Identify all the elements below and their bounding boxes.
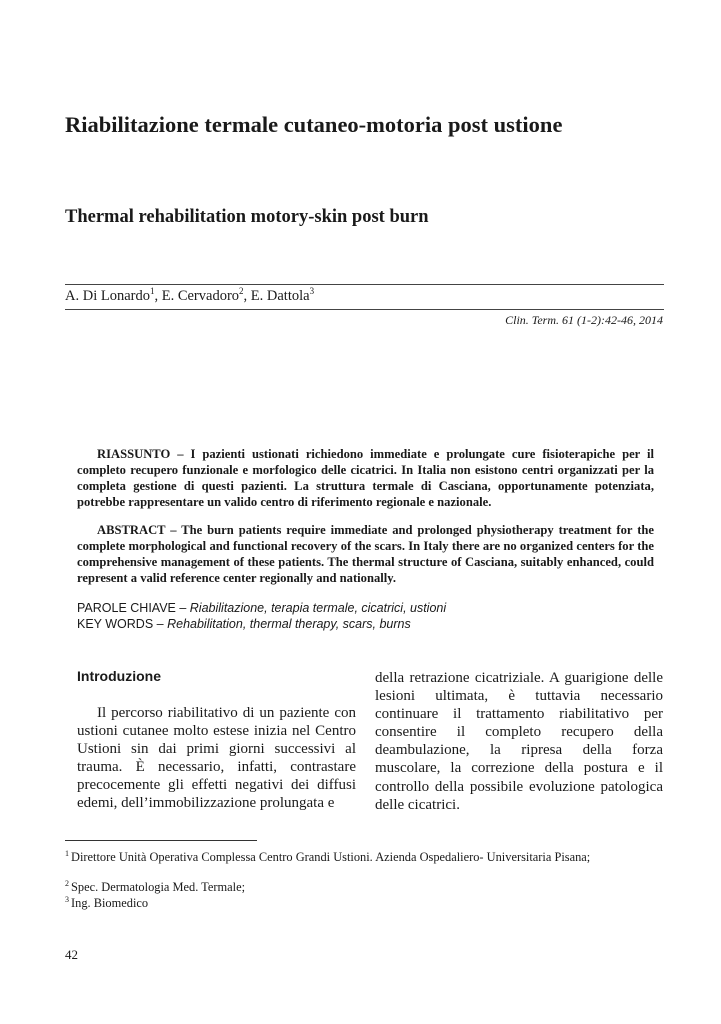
author-name: A. Di Lonardo	[65, 288, 150, 304]
keywords-italian-label: PAROLE CHIAVE –	[77, 601, 187, 615]
keywords-italian	[77, 600, 446, 617]
keywords-italian-terms: Riabilitazione, terapia termale, cicatrici, ustioni	[189, 601, 447, 615]
abstract-paragraph: ABSTRACT – The burn patients require immediate and prolonged physiotherapy treatment for the complete morphological and functional recovery of the scars. In Italy there are no organized centers for the comprehensive management of these patients. The thermal structure of Casciana, suitably enhanced, could represent a valid reference center regionally and nationally.	[77, 523, 654, 586]
footnote-1: $^1$ Direttore Unità Operativa Complessa Centro Grandi Ustioni. Azienda Ospedaliero- Universitaria Pisana;	[65, 848, 591, 864]
journal-citation: Clin. Term. 61 (1-2):42-46, 2014	[505, 313, 663, 327]
footnote-rule	[65, 840, 257, 841]
author-list: A. Di Lonardo$^1$, E. Cervadoro$^2$, E. Dattola$^3$	[65, 286, 315, 304]
footnote-3: $^3$ Ing. Biomedico	[65, 894, 149, 910]
author-affiliation-mark: 1	[149, 286, 155, 297]
body-column-right: della retrazione cicatriziale. A guarigione delle lesioni ultimata, è tuttavia necessario continuare il trattamento riabilitativo per consentire il completo recupero della deambulazione, la ripresa della forza muscolare, la correzione della postura e il controllo della possibile evoluzione patologica delle cicatrici.	[375, 670, 663, 813]
author-name: E. Dattola	[250, 288, 310, 304]
article-title-italian: Riabilitazione termale cutaneo-motoria post ustione	[65, 112, 563, 137]
author-affiliation-mark: 2	[239, 286, 244, 297]
page-number: 42	[65, 947, 78, 962]
footnote-2: $^2$ Spec. Dermatologia Med. Termale;	[65, 878, 246, 894]
riassunto-paragraph: RIASSUNTO – I pazienti ustionati richiedono immediate e prolungate cure fisioterapiche per il completo recupero funzionale e morfologico delle cicatrici. In Italia non esistono centri organizzati per la completa gestione di questi pazienti. La struttura termale di Casciana, opportunamente potenziata, potrebbe rappresentare un valido centro di riferimento regionale e nazionale.	[77, 447, 654, 510]
body-column-left: Il percorso riabilitativo di un paziente con ustioni cutanee molto estese inizia nel Centro Ustioni sin dai primi giorni successivi al trauma. È necessario, infatti, contrastare precocemente gli effetti negativi dei diffusi edemi, dell’immobilizzazione prolungata e	[77, 705, 356, 812]
authors-top-rule	[65, 284, 664, 285]
keywords-english-terms: Rehabilitation, thermal therapy, scars, burns	[167, 617, 411, 631]
keywords-english-label: KEY WORDS –	[77, 617, 164, 631]
author-name: E. Cervadoro	[161, 288, 240, 304]
section-heading: Introduzione	[77, 668, 161, 684]
author-affiliation-mark: 3	[309, 286, 315, 297]
article-title-english: Thermal rehabilitation motory-skin post burn	[65, 207, 429, 227]
authors-bottom-rule	[65, 309, 664, 310]
keywords-english	[77, 616, 411, 633]
